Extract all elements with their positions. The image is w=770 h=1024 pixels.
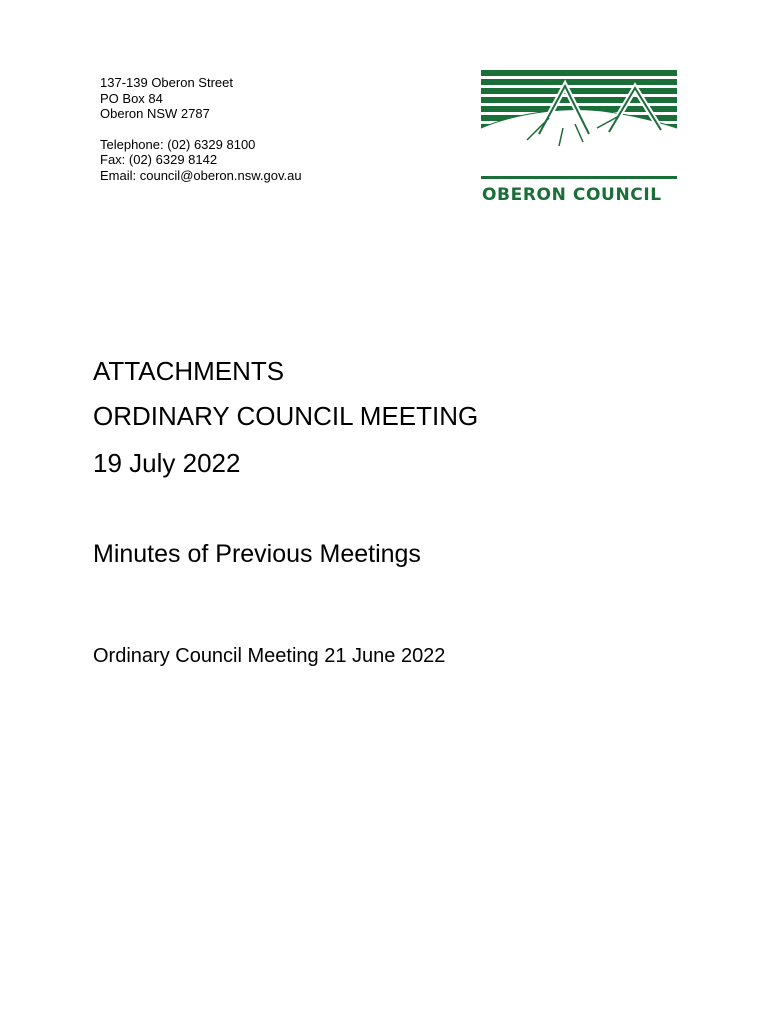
fax-line: Fax: (02) 6329 8142 [100, 152, 218, 167]
council-address-block [100, 75, 302, 183]
section-heading: Minutes of Previous Meetings [93, 540, 421, 568]
oberon-council-logo [479, 68, 679, 208]
email-line: Email: council@oberon.nsw.gov.au [100, 167, 302, 183]
section-item: Ordinary Council Meeting 21 June 2022 [93, 645, 446, 667]
address-spacer [100, 122, 302, 137]
meeting-date: 19 July 2022 [93, 448, 241, 478]
oberon-council-logo-icon [479, 68, 679, 180]
telephone-line: Telephone: (02) 6329 8100 [100, 136, 256, 152]
address-line: PO Box 84 [100, 90, 163, 106]
document-title-line-2: ORDINARY COUNCIL MEETING [93, 401, 479, 431]
address-line: Oberon NSW 2787 [100, 106, 210, 121]
logo-wordmark: OBERON COUNCIL [482, 185, 662, 205]
document-title-line-1: ATTACHMENTS [93, 356, 285, 386]
address-line: 137-139 Oberon Street [100, 75, 233, 90]
